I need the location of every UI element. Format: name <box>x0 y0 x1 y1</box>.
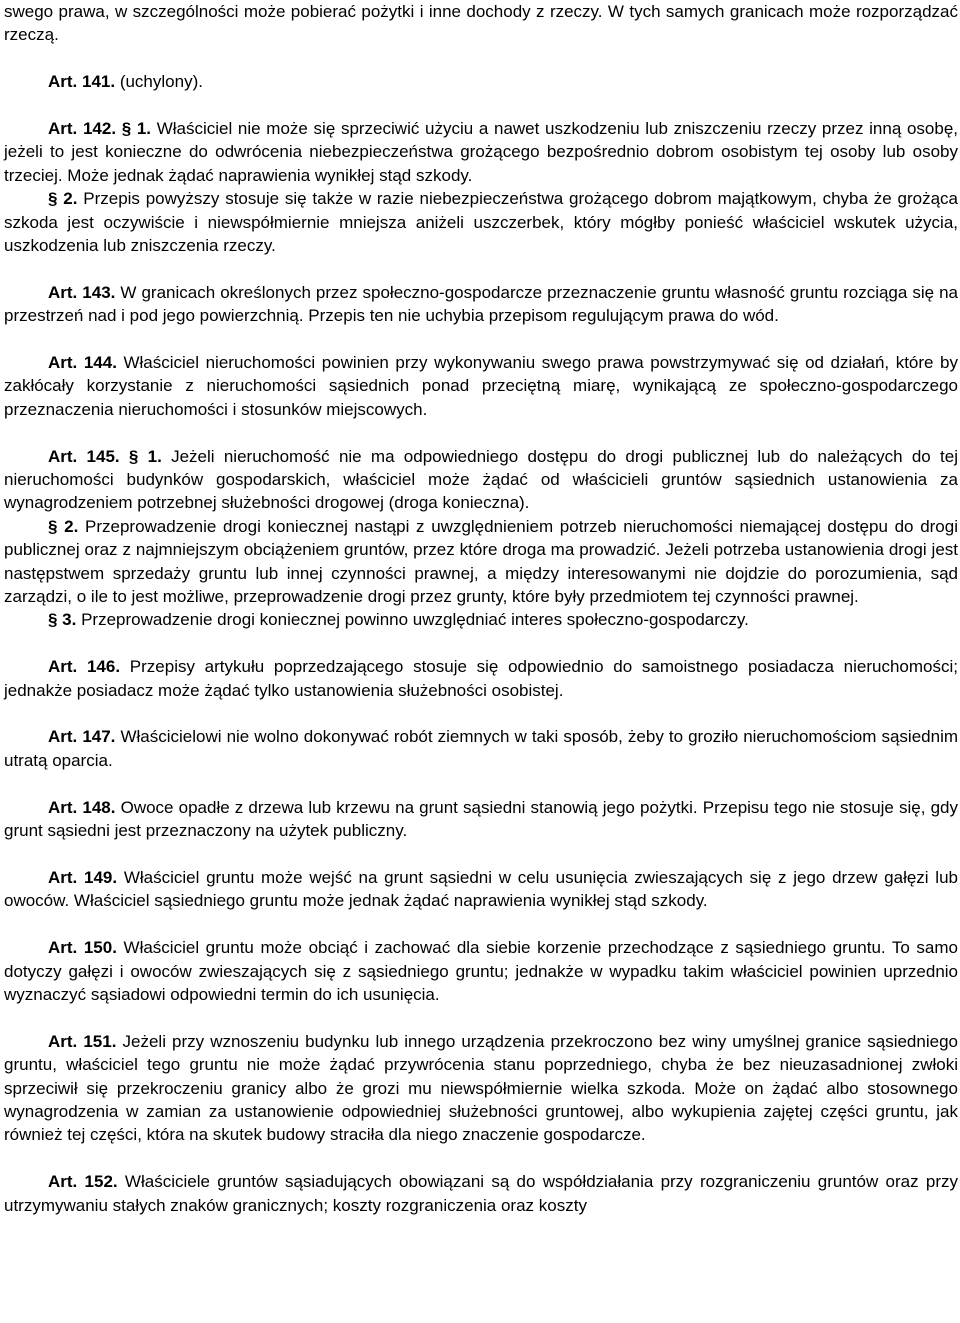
paragraph-text: Przeprowadzenie drogi koniecznej nastąpi z uwzględnieniem potrzeb nieruchomości niemającej dostępu do drogi publicznej oraz z najmniejszym obciążeniem gruntów, przez które droga ma prowadzić. Jeżeli potrzeba ustanowienia drogi jest następstwem sprzedaży gruntu lub innej czynności prawnej, a między interesowanymi nie dojdzie do porozumienia, sąd zarządzi, o ile to jest możliwe, przeprowadzenie drogi przez grunty, które były przedmiotem tej czynności prawnej. <box>4 516 958 607</box>
section-label: § 1. <box>119 446 162 466</box>
paragraph <box>4 445 958 515</box>
article-144 <box>4 351 958 421</box>
article-label: Art. 142. <box>48 119 117 138</box>
article-141 <box>4 70 958 93</box>
article-label: Art. 141. <box>48 72 116 92</box>
paragraph <box>4 1030 958 1147</box>
paragraph-text: Właściciel nieruchomości powinien przy wykonywaniu swego prawa powstrzymywać się od działań, które by zakłócały korzystanie z nieruchomości sąsiednich ponad przeciętną miarę, wynikającą ze społeczno-gospodarczego przeznaczenia nieruchomości i stosunków miejscowych. <box>4 353 958 419</box>
article-151 <box>4 1030 958 1147</box>
paragraph <box>4 70 958 93</box>
paragraph-text: Owoce opadłe z drzewa lub krzewu na grunt sąsiedni stanowią jego pożytki. Przepisu tego nie stosuje się, gdy grunt sąsiedni jest przeznaczony na użytek publiczny. <box>4 797 958 841</box>
paragraph <box>4 608 958 631</box>
paragraph-text: Jeżeli nieruchomość nie ma odpowiedniego dostępu do drogi publicznej lub do należących do tej nieruchomości budynków gospodarskich, właściciel może żądać od właścicieli gruntów sąsiednich ustanowienia za wynagrodzeniem potrzebnej służebności drogowej (droga konieczna). <box>4 446 958 513</box>
document-page <box>4 0 958 1217</box>
section-label: § 2. <box>48 189 78 209</box>
paragraph <box>4 725 958 772</box>
paragraph <box>4 515 958 609</box>
paragraph-text: Przeprowadzenie drogi koniecznej powinno uwzględniać interes społeczno-gospodarczy. <box>76 610 749 630</box>
paragraph-text: Przepis powyższy stosuje się także w razie niebezpieczeństwa grożącego dobrom majątkowym, chyba że grożąca szkoda jest oczywiście i niewspółmiernie mniejsza aniżeli uszczerbek, który mógłby ponieść właściciel wskutek użycia, uszkodzenia lub zniszczenia rzeczy. <box>4 189 958 256</box>
paragraph-text: W granicach określonych przez społeczno-gospodarcze przeznaczenie gruntu własność gruntu rozciąga się na przestrzeń nad i pod jego powierzchnią. Przepis ten nie uchybia przepisom regulującym prawa do wód. <box>4 282 959 326</box>
paragraph <box>4 117 958 187</box>
section-label: § 3. <box>48 610 77 630</box>
section-label: § 1. <box>116 119 152 138</box>
article-148 <box>4 796 958 843</box>
paragraph <box>4 0 958 47</box>
article-label: Art. 152. <box>48 1172 118 1192</box>
article-label: Art. 149. <box>48 867 118 887</box>
paragraph-text: Przepisy artykułu poprzedzającego stosuje się odpowiednio do samoistnego posiadacza nieruchomości; jednakże posiadacz może żądać tylko ustanowienia służebności osobistej. <box>4 657 958 700</box>
article-label: Art. 150. <box>48 938 117 958</box>
paragraph-text: swego prawa, w szczególności może pobierać pożytki i inne dochody z rzeczy. W tych samych granicach może rozporządzać rzeczą. <box>4 2 958 45</box>
article-label: Art. 147. <box>48 727 116 747</box>
article-150 <box>4 936 958 1006</box>
section-label: § 2. <box>48 516 79 536</box>
article-label: Art. 151. <box>48 1031 117 1051</box>
article-label: Art. 144. <box>48 353 117 373</box>
article-152 <box>4 1170 958 1217</box>
article-label: Art. 145. <box>48 446 120 466</box>
paragraph-text: Jeżeli przy wznoszeniu budynku lub innego urządzenia przekroczono bez winy umyślnej granice sąsiedniego gruntu, właściciel tego gruntu nie może żądać przywrócenia stanu poprzedniego, chyba że bez nieuzasadnionej zwłoki sprzeciwił się przekroczeniu granicy albo że grozi mu niewspółmiernie wielka szkoda. Może on żądać albo stosownego wynagrodzenia w zamian za ustanowienie odpowiedniej służebności gruntowej, albo wykupienia zajętej części gruntu, jak również tej części, która na skutek budowy straciła dla niego znaczenie gospodarcze. <box>4 1031 958 1145</box>
article-label: Art. 146. <box>48 657 121 677</box>
paragraph <box>4 281 958 328</box>
article-147 <box>4 725 958 772</box>
article-145 <box>4 445 958 632</box>
paragraph <box>4 351 958 421</box>
paragraph-text: (uchylony). <box>115 72 203 92</box>
paragraph-text: Właściciele gruntów sąsiadujących obowiązani są do współdziałania przy rozgraniczeniu gruntów oraz przy utrzymywaniu stałych znaków granicznych; koszty rozgraniczenia oraz koszty <box>4 1172 958 1215</box>
paragraph-text: Właściciel gruntu może wejść na grunt sąsiedni w celu usunięcia zwieszających się z jego drzew gałęzi lub owoców. Właściciel sąsiedniego gruntu może jednak żądać naprawienia wynikłej stąd szkody. <box>4 867 958 911</box>
paragraph-text: Właścicielowi nie wolno dokonywać robót ziemnych w taki sposób, żeby to groziło nieruchomościom sąsiednim utratą oparcia. <box>4 727 959 770</box>
article-142 <box>4 117 958 257</box>
article-label: Art. 148. <box>48 797 116 817</box>
article-label: Art. 143. <box>48 282 116 302</box>
article-146 <box>4 655 958 702</box>
article-143 <box>4 281 958 328</box>
paragraph <box>4 936 958 1006</box>
article-149 <box>4 866 958 913</box>
paragraph-text: Właściciel nie może się sprzeciwić użyciu a nawet uszkodzeniu lub zniszczeniu rzeczy przez inną osobę, jeżeli to jest konieczne do odwrócenia niebezpieczeństwa grożącego bezpośrednio dobrom osobistym tej osoby lub osoby trzeciej. Może jednak żądać naprawienia wynikłej stąd szkody. <box>4 119 958 185</box>
paragraph <box>4 796 958 843</box>
paragraph <box>4 1170 958 1217</box>
paragraph-text: Właściciel gruntu może obciąć i zachować dla siebie korzenie przechodzące z sąsiedniego gruntu. To samo dotyczy gałęzi i owoców zwieszających się z sąsiedniego gruntu; jednakże w wypadku takim właściciel powinien uprzednio wyznaczyć sąsiadowi odpowiedni termin do ich usunięcia. <box>4 938 959 1004</box>
paragraph <box>4 866 958 913</box>
text-block-continuation <box>4 0 958 47</box>
paragraph <box>4 655 958 702</box>
paragraph <box>4 187 958 257</box>
